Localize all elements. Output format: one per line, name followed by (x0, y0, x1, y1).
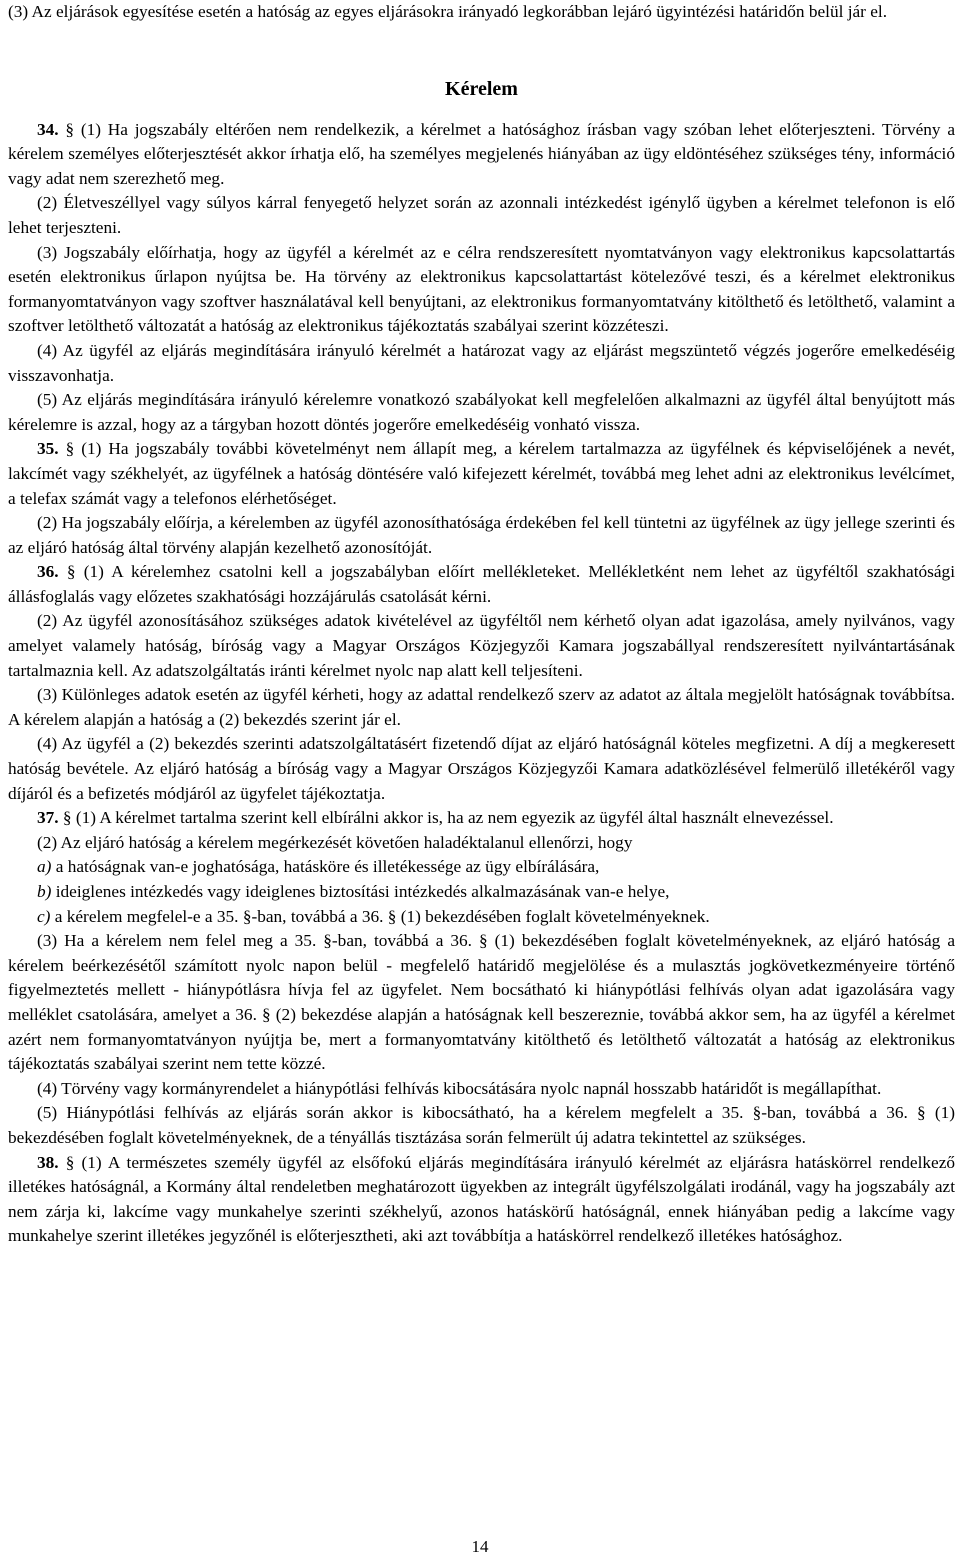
paragraph (8, 560, 955, 609)
document-page (8, 0, 955, 1249)
list-item (8, 855, 955, 880)
paragraph (8, 806, 955, 831)
paragraph: (2) Életveszéllyel vagy súlyos kárral fenyegető helyzet során az azonnali intézkedést igénylő ügyben a kérelmet telefonon is elő lehet terjeszteni. (8, 193, 955, 237)
list-item-text: a hatóságnak van-e joghatósága, hatásköre és illetékessége az ügy elbírálására, (51, 857, 600, 877)
section-number: 38. (37, 1152, 59, 1172)
paragraph: (3) Az eljárások egyesítése esetén a hatóság az egyes eljárásokra irányadó legkorábban lejáró ügyintézési határidőn belül jár el. (8, 2, 888, 21)
list-item-text: a kérelem megfelel-e a 35. §-ban, továbbá a 36. § (1) bekezdésében foglalt követelményeknek. (50, 906, 710, 926)
section-number: 37. (37, 808, 59, 828)
paragraph (8, 1151, 955, 1249)
paragraph: (5) Hiánypótlási felhívás az eljárás során akkor is kibocsátható, ha a kérelem megfelelt a 35. §-ban, továbbá a 36. § (1) bekezdésében foglalt követelményeknek, de a tényállás tisztázása során felmerült új adatra tekintettel az szükséges. (8, 1103, 955, 1147)
paragraph: (2) Az eljáró hatóság a kérelem megérkezését követően haladéktalanul ellenőrzi, hogy (37, 832, 633, 852)
paragraph: (2) Ha jogszabály előírja, a kérelemben az ügyfél azonosíthatósága érdekében fel kell tüntetni az ügyfélnek az ügy jellege szerinti és az eljáró hatóság által törvény alapján kezelhető azonosítóját. (8, 513, 955, 557)
paragraph-text: § (1) Ha jogszabály eltérően nem rendelkezik, a kérelmet a hatósághoz írásban vagy szóban lehet előterjeszteni. Törvény a kérelem személyes előterjesztését akkor írhatja elő, ha személyes megjelenés hiányában az ügy eldöntéséhez szükséges tény, információ vagy adat nem szerezhető meg. (8, 119, 955, 188)
paragraph-text: § (1) A természetes személy ügyfél az elsőfokú eljárás megindítására irányuló kérelmét az eljárásra hatáskörrel rendelkező illetékes hatóságnál, a Kormány által rendeletben meghatározott ügyekben az integrált ügyfélszolgálati irodánál, vagy ha jogszabály azt nem zárja ki, lakcíme vagy munkahelye szerinti székhelyű, azonos hatáskörű hatóságnál, ennek hiányában pedig a lakcíme vagy munkahelye szerint illetékes jegyzőnél is előterjesztheti, aki azt továbbítja a hatáskörrel rendelkező illetékes hatósághoz. (8, 1152, 955, 1246)
section-number: 36. (37, 562, 59, 582)
list-letter: c) (37, 906, 51, 926)
list-item (8, 905, 955, 930)
paragraph (8, 118, 955, 192)
paragraph: (5) Az eljárás megindítására irányuló kérelemre vonatkozó szabályokat kell megfelelően alkalmazni az ügyfél által benyújtott más kérelemre is azzal, hogy az a tárgyban hozott döntés jogerőre emelkedéséig vonható vissza. (8, 390, 955, 434)
paragraph: (4) Törvény vagy kormányrendelet a hiánypótlási felhívás kibocsátására nyolc napnál hosszabb határidőt is megállapíthat. (37, 1078, 882, 1098)
paragraph: (4) Az ügyfél az eljárás megindítására irányuló kérelmét a határozat vagy az eljárást megszüntető végzés jogerőre emelkedéséig visszavonhatja. (8, 340, 955, 385)
page-number: 14 (471, 1537, 489, 1556)
section-number: 35. (37, 439, 59, 459)
list-item (8, 880, 955, 905)
paragraph: (2) Az ügyfél azonosításához szükséges adatok kivételével az ügyféltől nem kérhető olyan adat igazolása, amely nyilvános, vagy amelyet valamely hatóság, bíróság vagy a Magyar Országos Közjegyzői Kamara jogszabállyal rendszeresített nyilvántartásának tartalmaznia kell. Az adatszolgáltatás iránti kérelmet nyolc nap alatt kell teljesíteni. (8, 611, 955, 680)
list-item-text: ideiglenes intézkedés vagy ideiglenes biztosítási intézkedés alkalmazásának van-e helye, (51, 882, 670, 901)
paragraph-text: § (1) A kérelmet tartalma szerint kell elbírálni akkor is, ha az nem egyezik az ügyfél által használt elnevezéssel. (58, 808, 834, 828)
paragraph: (3) Jogszabály előírhatja, hogy az ügyfél a kérelmét az e célra rendszeresített nyomtatványon vagy elektronikus kapcsolattartás esetén elektronikus űrlapon nyújtsa be. Ha törvény az elektronikus kapcsolattartást kötelezővé teszi, és a kérelmet elektronikus formanyomtatványon vagy szoftver használatával kell benyújtani, az elektronikus formanyomtatvány kitölthető és letölthető, valamint a szoftver letölthető változatát a hatóság az elektronikus tájékoztatás szabályai szerint közzéteszi. (8, 242, 955, 336)
paragraph: (4) Az ügyfél a (2) bekezdés szerinti adatszolgáltatásért fizetendő díjat az eljáró hatóságnál köteles megfizetni. A díj a megkeresett hatóság bevétele. Az eljáró hatóság a bíróság vagy a Magyar Országos Közjegyzői Kamara adatközlésével felmerülő illetékéről vagy díjáról és a befizetés módjáról az ügyfelet tájékoztatja. (8, 734, 955, 803)
paragraph-text: § (1) Ha jogszabály további követelményt nem állapít meg, a kérelem tartalmazza az ügyfélnek és képviselőjének a nevét, lakcímét vagy székhelyét, az ügyfélnek a hatóság döntésére való kifejezett kérelmét, továbbá meg lehet adni az elektronikus levélcímet, a telefax számát vagy a telefonos elérhetőséget. (8, 439, 955, 508)
paragraph: (3) Ha a kérelem nem felel meg a 35. §-ban, továbbá a 36. § (1) bekezdésében foglalt követelményeknek, az eljáró hatóság a kérelem beérkezésétől számított nyolc napon belül - megfelelő határidő megjelölése és a mulasztás jogkövetkezményeire történő figyelmeztetés mellett - hiánypótlásra hívja fel az ügyfelet. Nem bocsátható ki hiánypótlási felhívás olyan adat igazolására vagy melléklet csatolására, amelyet a 36. § (2) bekezdése alapján a hatóságnak kell beszereznie, továbbá akkor sem, ha az ügyfél a kérelmet azért nem formanyomtatványon nyújtja be, mert a formanyomtatvány kitölthető és letölthető változatát a hatóság az elektronikus tájékoztatás szabályai szerint nem tette közzé. (8, 931, 955, 1074)
section-number: 34. (37, 119, 59, 139)
paragraph (8, 437, 955, 511)
paragraph-text: § (1) A kérelemhez csatolni kell a jogszabályban előírt mellékleteket. Mellékletként nem lehet az ügyféltől szakhatósági állásfoglalás vagy előzetes szakhatósági hozzájárulás csatolását kérni. (8, 562, 955, 606)
paragraph: (3) Különleges adatok esetén az ügyfél kérheti, hogy az adattal rendelkező szerv az adatot az általa megjelölt hatóságnak továbbítsa. A kérelem alapján a hatóság a (2) bekezdés szerint jár el. (8, 685, 955, 729)
section-title: Kérelem (445, 77, 518, 100)
list-letter: b) (37, 882, 52, 901)
list-letter: a) (37, 857, 52, 877)
